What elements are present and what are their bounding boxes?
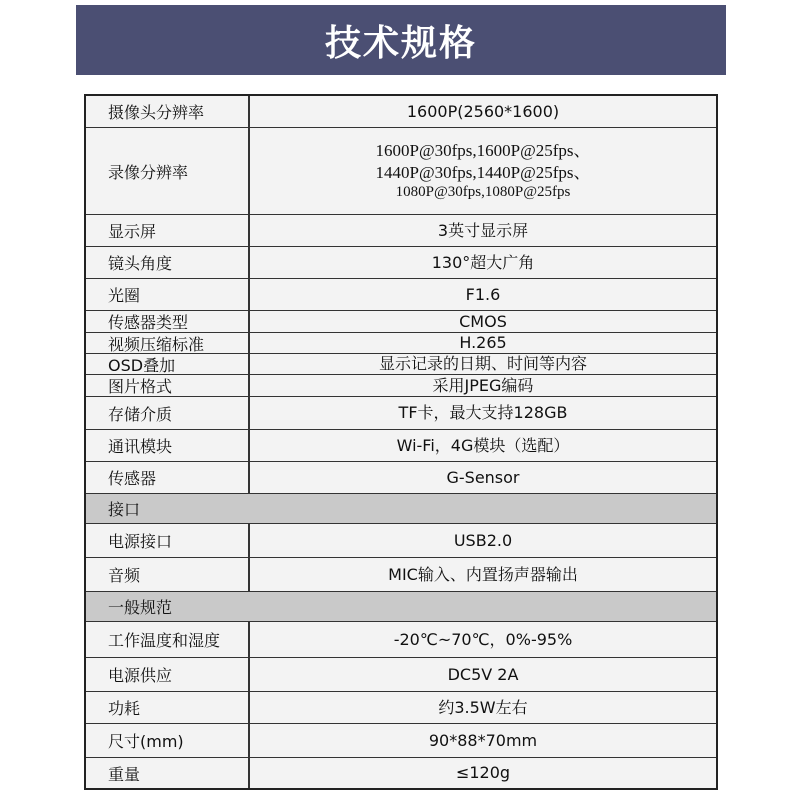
table-row — [86, 724, 716, 758]
row-value: Wi-Fi，4G模块（选配） — [396, 435, 570, 455]
row-label: 重量 — [86, 758, 250, 788]
row-label: 通讯模块 — [86, 430, 250, 461]
row-value: TF卡，最大支持128GB — [398, 403, 568, 422]
section-header-general: 一般规范 — [86, 592, 716, 622]
row-label: 图片格式 — [86, 375, 250, 396]
row-value: 约3.5W左右 — [438, 697, 528, 717]
table-row — [86, 96, 716, 128]
table-row — [86, 462, 716, 494]
row-label: 存储介质 — [86, 397, 250, 429]
row-label: 传感器类型 — [86, 311, 250, 332]
row-value: 1600P(2560*1600) — [406, 101, 560, 121]
row-label: 显示屏 — [86, 215, 250, 246]
table-row — [86, 658, 716, 692]
value-line: 1080P@30fps,1080P@25fps — [395, 183, 571, 200]
row-value: ≤120g — [455, 763, 511, 782]
row-label: 尺寸(mm) — [86, 724, 250, 757]
table-row — [86, 279, 716, 311]
row-value: 90*88*70mm — [428, 730, 538, 750]
row-value: H.265 — [459, 333, 507, 352]
row-value: 3英寸显示屏 — [437, 220, 529, 240]
row-label: 功耗 — [86, 692, 250, 723]
value-line: 1440P@30fps,1440P@25fps、 — [375, 162, 591, 182]
row-label: 传感器 — [86, 462, 250, 493]
table-row — [86, 622, 716, 658]
table-row — [86, 524, 716, 558]
row-value: CMOS — [459, 311, 507, 331]
row-label: 光圈 — [86, 279, 250, 310]
page-title: 技术规格 — [324, 22, 477, 64]
table-row — [86, 558, 716, 592]
row-value: DC5V 2A — [447, 664, 519, 684]
table-row — [86, 215, 716, 247]
row-label: 录像分辨率 — [86, 128, 250, 214]
row-label: 工作温度和湿度 — [86, 622, 250, 657]
row-label: 电源接口 — [86, 524, 250, 557]
row-value: G-Sensor — [446, 467, 520, 487]
table-row — [86, 375, 716, 397]
row-value: 采用JPEG编码 — [432, 375, 534, 395]
table-row — [86, 692, 716, 724]
table-row — [86, 128, 716, 215]
table-row — [86, 333, 716, 354]
table-row — [86, 247, 716, 279]
row-value: F1.6 — [465, 284, 501, 304]
row-label: 摄像头分辨率 — [86, 96, 250, 127]
row-label: OSD叠加 — [86, 354, 250, 374]
row-label: 视频压缩标准 — [86, 333, 250, 353]
row-value: USB2.0 — [453, 530, 513, 550]
table-row — [86, 354, 716, 375]
section-header-interface: 接口 — [86, 494, 716, 524]
row-value — [250, 128, 716, 214]
title-banner — [76, 5, 726, 75]
row-value: 130°超大广角 — [431, 252, 535, 272]
table-row — [86, 758, 716, 788]
table-row — [86, 311, 716, 333]
row-label: 镜头角度 — [86, 247, 250, 278]
spec-table — [84, 94, 718, 790]
row-value: 显示记录的日期、时间等内容 — [378, 354, 587, 373]
row-label: 音频 — [86, 558, 250, 591]
table-row — [86, 430, 716, 462]
row-label: 电源供应 — [86, 658, 250, 691]
table-row — [86, 397, 716, 430]
row-value: -20℃~70℃，0%-95% — [393, 629, 573, 649]
row-value: MIC输入、内置扬声器输出 — [388, 564, 578, 584]
value-line: 1600P@30fps,1600P@25fps、 — [375, 141, 591, 161]
